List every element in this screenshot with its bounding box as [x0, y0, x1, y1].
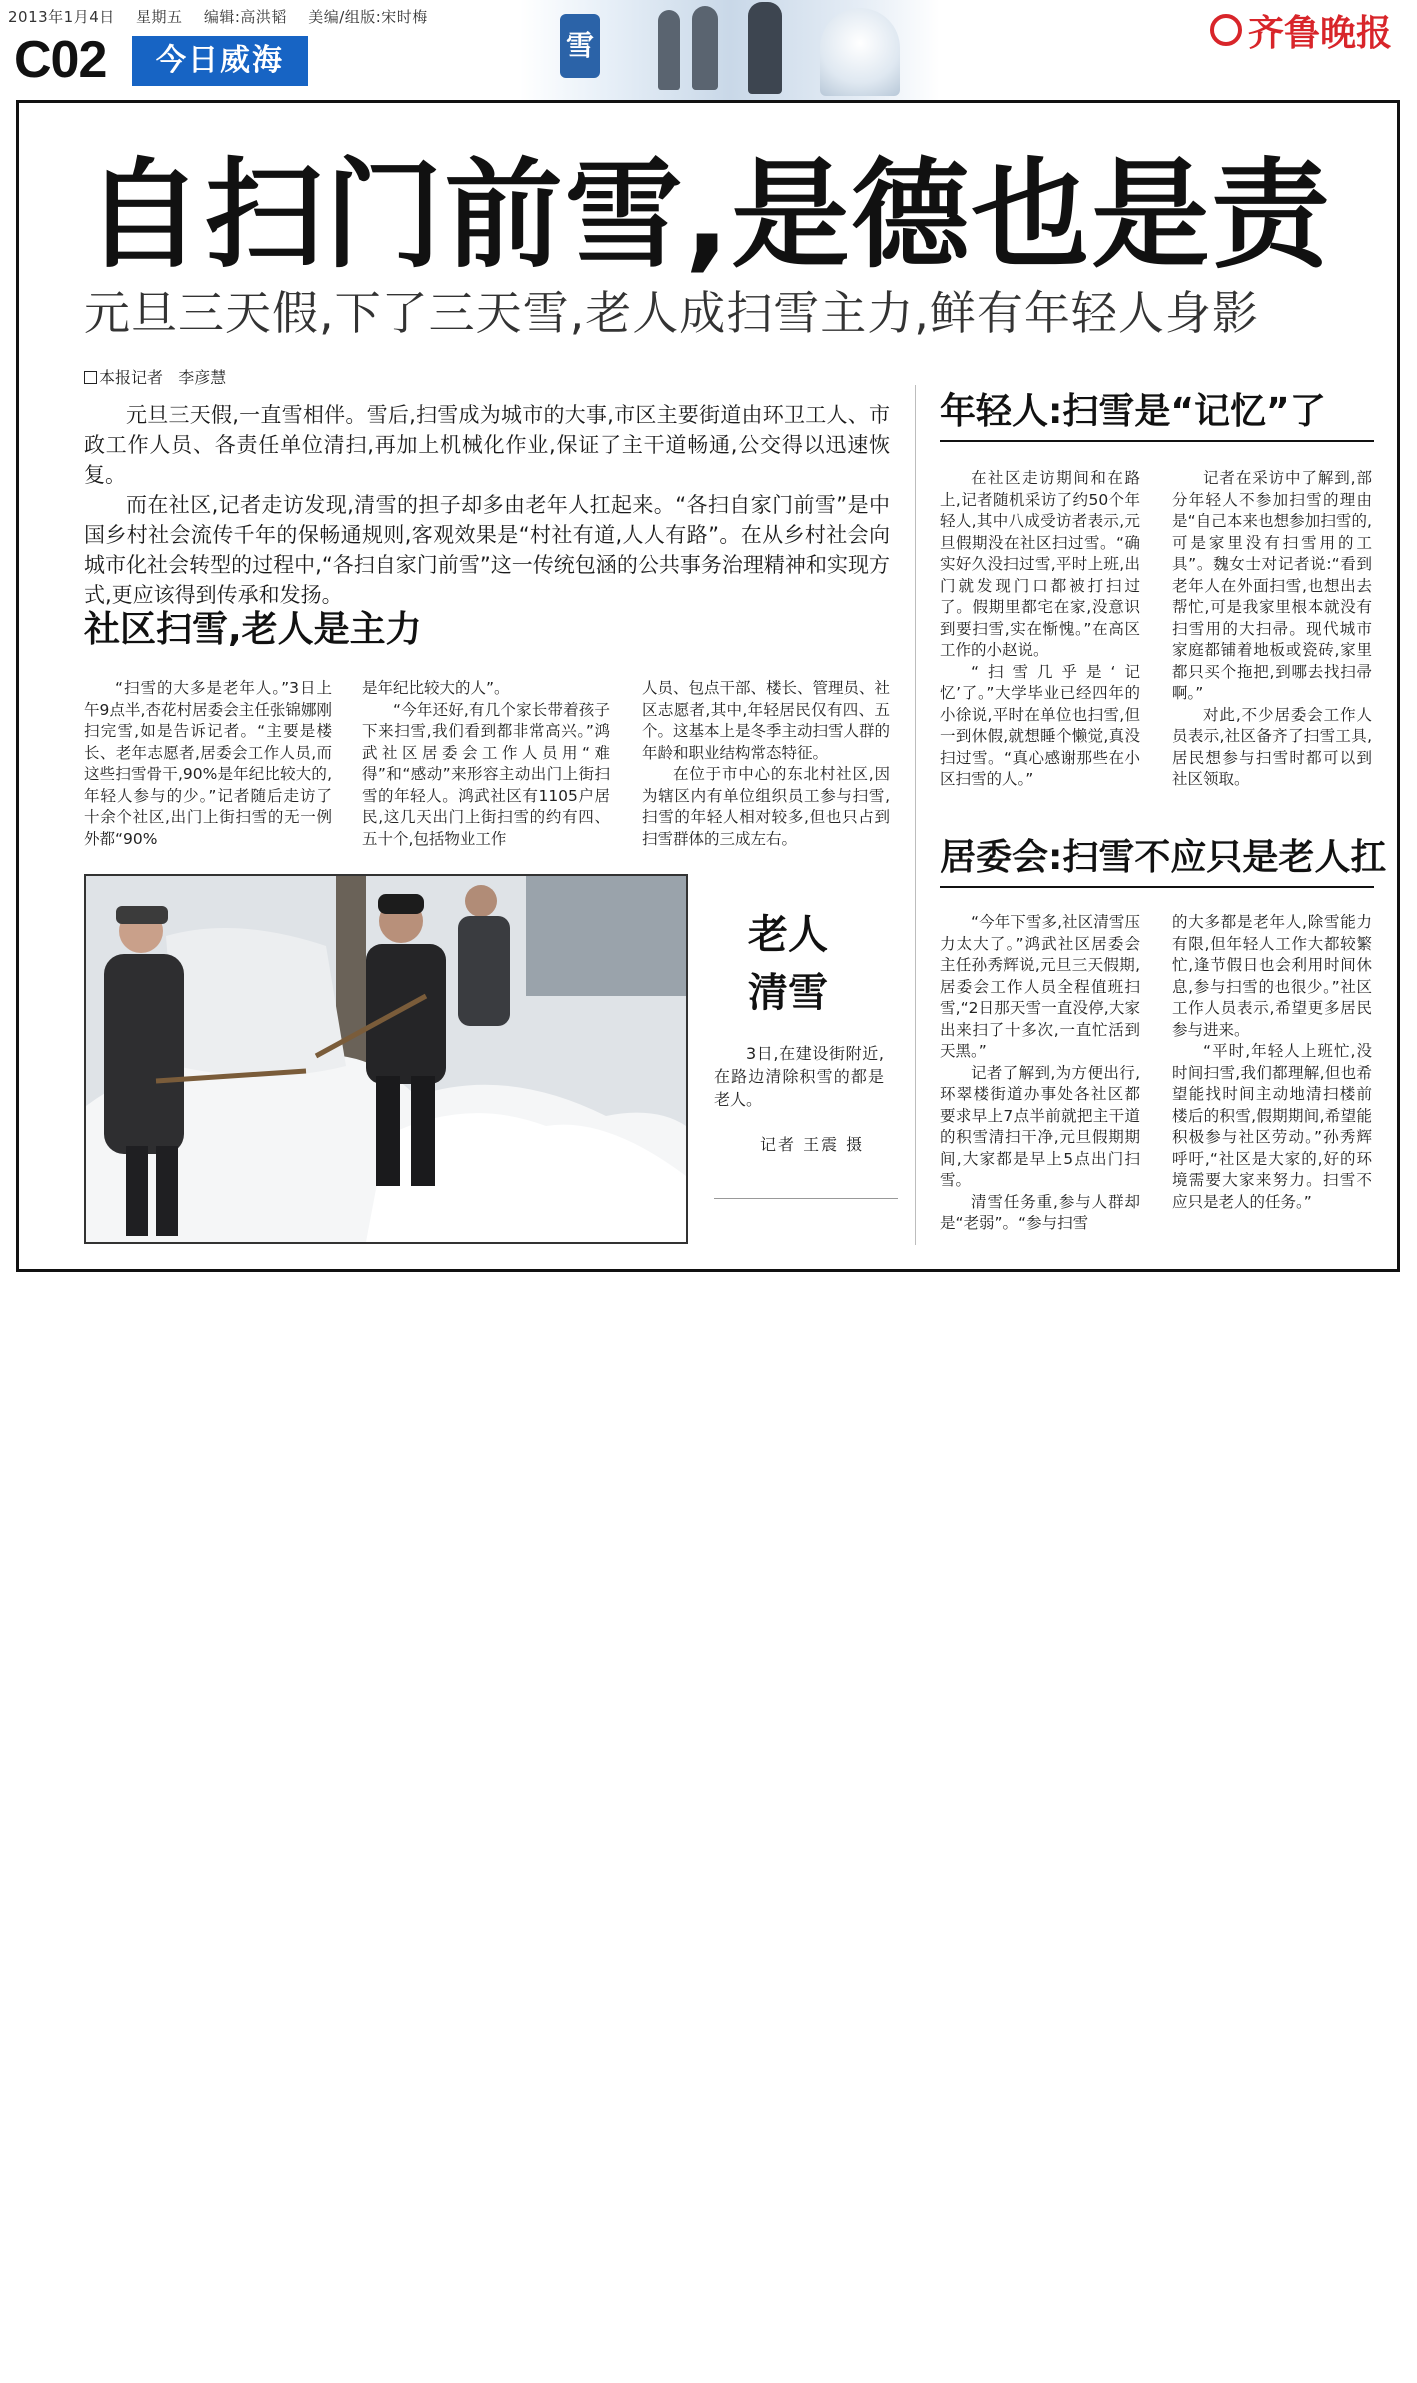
issue-weekday: 星期五: [136, 8, 183, 26]
issue-date: 2013年1月4日: [8, 8, 115, 26]
text-column: [362, 678, 610, 850]
paragraph: “今年下雪多,社区清雪压力太大了。”鸿武社区居委会主任孙秀辉说,元旦三天假期,居委会工作人员全程值班扫雪,“2日那天雪一直没停,大家出来扫了十多次,一直忙活到天黑。”: [940, 913, 1140, 1060]
brand-logo-icon: [1210, 14, 1242, 46]
text-column: [940, 468, 1140, 791]
photo-credit: 记者 王震 摄: [760, 1135, 865, 1154]
section-tag: 今日威海: [132, 36, 308, 86]
text-column: [940, 912, 1140, 1235]
paragraph: 是年纪比较大的人”。: [362, 679, 510, 697]
photo-caption: 3日,在建设街附近,在路边清除积雪的都是老人。: [714, 1044, 884, 1109]
paragraph: “今年还好,有几个家长带着孩子下来扫雪,我们看到都非常高兴。”鸿武社区居委会工作人员用“难得”和“感动”来形容主动出门上街扫雪的年轻人。鸿武社区有1105户居民,这几天出门上街扫雪的约有四、五十个,包括物业工作: [362, 700, 610, 848]
issue-meta-line: [8, 6, 444, 27]
text-column: [642, 678, 890, 850]
snow-tree: [820, 8, 900, 96]
parked-car: [526, 876, 686, 996]
section-title-community: 社区扫雪,老人是主力: [84, 609, 422, 650]
section-title-young-people: 年轻人:扫雪是“记忆”了: [940, 391, 1326, 432]
byline: [84, 365, 226, 388]
worker-coat: [104, 954, 184, 1154]
text-column: [1172, 912, 1372, 1213]
worker-head: [465, 885, 497, 917]
worker-cap: [378, 894, 424, 914]
byline-name: 李彦慧: [178, 368, 227, 387]
banner-figure: [692, 6, 718, 90]
paragraph: 在位于市中心的东北村社区,因为辖区内有单位组织员工参与扫雪,扫雪的年轻人相对较多,但也只占到扫雪群体的三成左右。: [642, 765, 890, 848]
paragraph: 人员、包点干部、楼长、管理员、社区志愿者,其中,年轻居民仅有四、五个。这基本上是冬季主动扫雪人群的年龄和职业结构常态特征。: [642, 679, 891, 762]
worker-cap: [116, 906, 168, 924]
worker-coat: [366, 944, 446, 1084]
paragraph: “扫雪的大多是老年人。”3日上午9点半,杏花村居委会主任张锦娜刚扫完雪,如是告诉记者。“主要是楼长、老年志愿者,居委会工作人员,而这些扫雪骨干,90%是年纪比较大的,年轻人参与的少。”记者随后走访了十余个社区,出门上街扫雪的无一例外都“90%: [84, 679, 332, 848]
section-rule: [940, 440, 1374, 442]
issue-editor: 编辑:高洪韬: [203, 8, 287, 26]
worker-leg: [126, 1146, 148, 1236]
paragraph: “平时,年轻人上班忙,没时间扫雪,我们都理解,但也希望能找时间主动地清扫楼前楼后的积雪,假期期间,希望能积极参与社区劳动。”孙秀辉呼吁,“社区是大家的,好的环境需要大家来努力。扫雪不应只是老人的任务。”: [1172, 1042, 1372, 1211]
paragraph: 记者在采访中了解到,部分年轻人不参加扫雪的理由是“自己本来也想参加扫雪的,可是家里没有扫雪用的工具”。魏女士对记者说:“看到老年人在外面扫雪,也想出去帮忙,可是我家里根本就没有扫雪用的大扫帚。现代城市家庭都铺着地板或瓷砖,家里都只买个拖把,到哪去找扫帚啊。”: [1172, 469, 1372, 702]
news-photo-snow-clearing: [84, 874, 688, 1244]
paragraph: 记者了解到,为方便出行,环翠楼街道办事处各社区都要求早上7点半前就把主干道的积雪清扫干净,元旦假期期间,大家都是早上5点出门扫雪。: [940, 1063, 1140, 1189]
worker-leg: [411, 1076, 435, 1186]
newspaper-brand: [1210, 6, 1410, 54]
paragraph: 的大多都是老年人,除雪能力有限,但年轻人工作大都较繁忙,逢节假日也会利用时间休息,参与扫雪的也很少。”社区工作人员表示,希望更多居民参与进来。: [1172, 913, 1372, 1039]
brand-name: 齐鲁晚报: [1248, 12, 1393, 54]
text-column: [84, 678, 332, 850]
section-title-residents-committee: 居委会:扫雪不应只是老人扛: [940, 837, 1387, 878]
lead-paragraphs: [84, 400, 890, 610]
issue-designer: 美编/组版:宋时梅: [308, 8, 428, 26]
banner-figure: [748, 2, 782, 94]
banner-figure: [658, 10, 680, 90]
lead-paragraph: 元旦三天假,一直雪相伴。雪后,扫雪成为城市的大事,市区主要街道由环卫工人、市政工作人员、各责任单位清扫,再加上机械化作业,保证了主干道畅通,公交得以迅速恢复。: [84, 403, 890, 487]
subheadline: 元旦三天假,下了三天雪,老人成扫雪主力,鲜有年轻人身影: [84, 286, 1259, 340]
snow-badge-icon: 雪: [560, 14, 600, 78]
section-rule: [940, 886, 1374, 888]
caption-rule: [714, 1198, 898, 1199]
column-divider: [915, 385, 916, 1245]
paragraph: 在社区走访期间和在路上,记者随机采访了约50个年轻人,其中八成受访者表示,元旦假期没在社区扫过雪。“确实好久没扫过雪,平时上班,出门就发现门口都被打扫过了。假期里都宅在家,没意识到要扫雪,实在惭愧。”在高区工作的小赵说。: [940, 469, 1140, 659]
worker-leg: [376, 1076, 400, 1186]
paragraph: “扫雪几乎是‘记忆’了。”大学毕业已经四年的小徐说,平时在单位也扫雪,但一到休假,就想睡个懒觉,真没扫过雪。“真心感谢那些在小区扫雪的人。”: [940, 662, 1140, 788]
headline: 自扫门前雪,是德也是责: [84, 146, 1332, 284]
byline-box-icon: [84, 371, 97, 384]
photo-title: [748, 906, 828, 1022]
byline-prefix: 本报记者: [99, 368, 164, 387]
photo-title-line: 清雪: [748, 970, 828, 1016]
paragraph: 对此,不少居委会工作人员表示,社区备齐了扫雪工具,居民想参与扫雪时都可以到社区领取。: [1172, 705, 1372, 788]
photo-title-line: 老人: [748, 912, 828, 958]
worker-leg: [156, 1146, 178, 1236]
photo-illustration: [86, 876, 686, 1242]
lead-paragraph: 而在社区,记者走访发现,清雪的担子却多由老年人扛起来。“各扫自家门前雪”是中国乡村社会流传千年的保畅通规则,客观效果是“村社有道,人人有路”。在从乡村社会向城市化社会转型的过程中,“各扫自家门前雪”这一传统包涵的公共事务治理精神和实现方式,更应该得到传承和发扬。: [84, 493, 890, 607]
worker-coat: [458, 916, 510, 1026]
text-column: [1172, 468, 1372, 791]
paragraph: 清雪任务重,参与人群却是“老弱”。“参与扫雪: [940, 1192, 1140, 1232]
page-number: C02: [14, 31, 107, 89]
